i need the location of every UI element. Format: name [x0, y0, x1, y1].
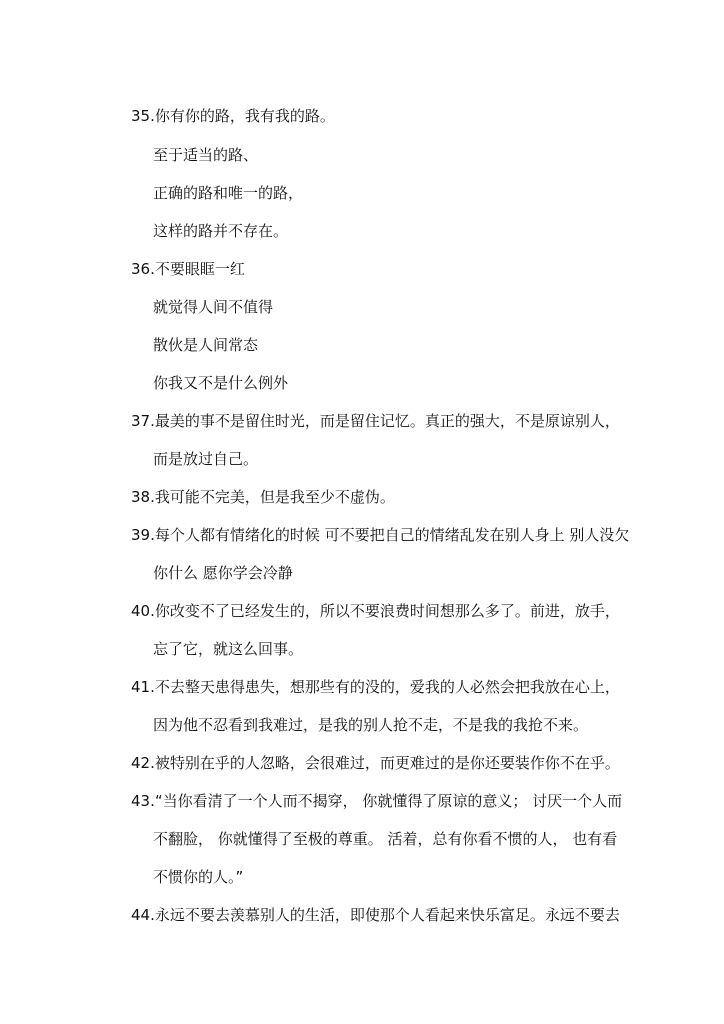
text-line: 44.永远不要去羡慕别人的生活，即使那个人看起来快乐富足。永远不要去: [131, 906, 620, 924]
text-line: 你什么 愿你学会冷静: [153, 564, 293, 582]
text-line: 40.你改变不了已经发生的，所以不要浪费时间想那么多了。前进，放手，: [131, 602, 620, 620]
text-line: 37.最美的事不是留住时光，而是留住记忆。真正的强大，不是原谅别人，: [131, 412, 620, 430]
text-line: 不翻脸， 你就懂得了至极的尊重。 活着，总有你看不惯的人， 也有看: [153, 830, 618, 848]
text-line: 因为他不忍看到我难过，是我的别人抢不走，不是我的我抢不来。: [153, 716, 589, 734]
text-line: 就觉得人间不值得: [153, 298, 274, 316]
text-line: 36.不要眼眶一红: [131, 260, 245, 278]
text-line: 这样的路并不存在。: [153, 222, 289, 240]
text-line: 39.每个人都有情绪化的时候 可不要把自己的情绪乱发在别人身上 别人没欠: [131, 526, 630, 544]
text-line: 而是放过自己。: [153, 450, 259, 468]
text-line: 不惯你的人。”: [153, 868, 244, 886]
text-line: 你我又不是什么例外: [153, 374, 289, 392]
text-line: 43.“当你看清了一个人而不揭穿， 你就懂得了原谅的意义； 讨厌一个人而: [131, 792, 623, 810]
text-line: 35.你有你的路，我有我的路。: [131, 107, 335, 125]
text-line: 正确的路和唯一的路，: [153, 184, 304, 202]
text-line: 42.被特别在乎的人忽略，会很难过，而更难过的是你还要装作你不在乎。: [131, 754, 620, 772]
text-line: 散伙是人间常态: [153, 336, 259, 354]
text-line: 38.我可能不完美，但是我至少不虚伪。: [131, 488, 395, 506]
text-line: 41.不去整天患得患失，想那些有的没的，爱我的人必然会把我放在心上，: [131, 678, 620, 696]
text-line: 至于适当的路、: [153, 146, 259, 164]
text-line: 忘了它，就这么回事。: [153, 640, 304, 658]
